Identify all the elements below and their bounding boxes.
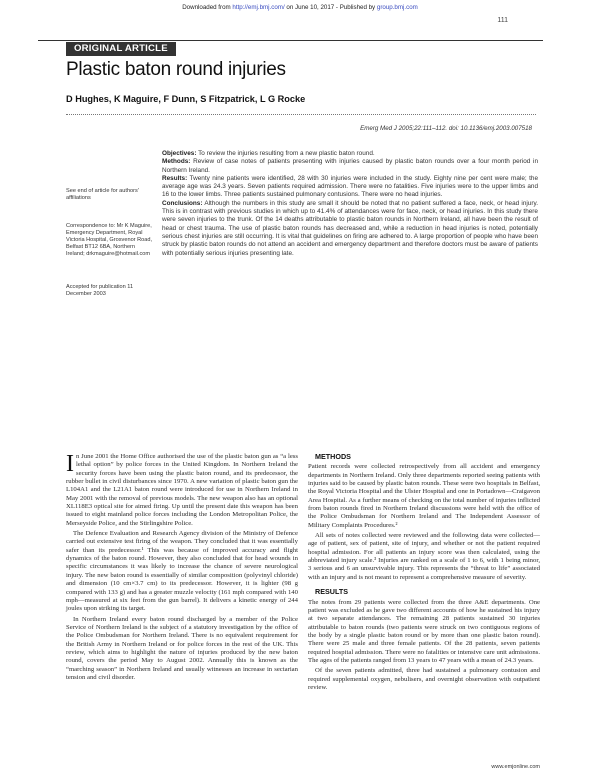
drop-cap: I (66, 451, 74, 477)
objectives-text: To review the injuries resulting from a new plastic baton round. (196, 150, 375, 157)
abstract-conclusions (162, 200, 538, 258)
intro-paragraph-2: The Defence Evaluation and Research Agency division of the Ministry of Defence carried out extensive test firing of the weapon. They concluded that it was essentially safer than its predecessor.¹ This was because of improved accuracy and flight dynamics of the baton round. However, they also concluded that for head wounds in specific circumstances it was likely to increase the chance of severe neurological injury. The new baton round is essentially of similar composition (polyvinyl chloride) and dimension (10 cm×3.7 cm) to its predecessor. However, it is lighter (98 g compared with 133 g) and has a greater muzzle velocity (161 mph compared with 140 mph—measured at six feet from the gun barrel). It delivers a kinetic energy of 244 joules upon striking its target. (66, 530, 298, 613)
affiliations-text: See end of article for authors' affiliations (66, 188, 139, 201)
abstract (162, 150, 538, 258)
right-column (308, 453, 540, 694)
results-text: Twenty nine patients were identified, 28 with 30 injuries were included in the study. Eighty nine per cent were male; the average age was 24.3 years. Seven patients required admission. There were no fatalities. Five injuries were to the upper limbs and 16 to the lower limbs. Three patients sustained pulmonary contusions. There were no head injuries. (162, 174, 538, 199)
group-bmj-link[interactable]: group.bmj.com (376, 4, 418, 11)
download-banner-middle: on June 10, 2017 - Published by (284, 4, 377, 11)
methods-paragraph-1: Patient records were collected retrospectively from all accident and emergency departments in Northern Ireland. Only three departments reported seeing patients with injuries said to be caused by plastic baton rounds. These were two hospitals in Belfast, the Royal Victoria Hospital and the Ulster Hospital and one in Portadown—Craigavon Area Hospital. As a further means of checking on the total number of injuries inflicted from baton rounds fired in Northern Ireland discussions were held with the office of the Police Ombudsman for Northern Ireland and The Independent Assessor of Military Complaints Procedures.² (308, 463, 540, 529)
download-banner (0, 4, 600, 11)
intro-paragraph-1 (66, 453, 298, 528)
affiliations-note (66, 188, 154, 202)
abstract-results (162, 175, 538, 200)
results-paragraph-2: Of the seven patients admitted, three had sustained a pulmonary contusion and required supplemental oxygen, nebulisers, and overnight observation with outpatient review. (308, 667, 540, 691)
correspondence-note (66, 223, 154, 258)
correspondence-text: Correspondence to: Mr K Maguire, Emergency Department, Royal Victoria Hospital, Grosvenor Road, Belfast BT12 6BA, Northern Ireland; drkmaguire@hotmail.com (66, 223, 153, 257)
footer-website[interactable]: www.emjonline.com (491, 764, 540, 770)
section-divider (38, 40, 543, 41)
abstract-methods (162, 158, 538, 175)
section-label: ORIGINAL ARTICLE (66, 42, 176, 56)
left-column (66, 453, 298, 684)
methods-text: Review of case notes of patients presenting with injuries caused by plastic baton rounds over a four month period in Northern Ireland. (162, 158, 538, 174)
intro-paragraph-3: In Northern Ireland every baton round discharged by a member of the Police Service of Northern Ireland is the subject of a statutory investigation by the office of the Police Ombudsman for Northern Ireland. There is no equivalent requirement for the British Army in Northern Ireland or for police forces in the rest of the UK. This review, which aims to highlight the nature of injuries produced by the new baton round, covers the period May to August 2002. Annually this is known as the “marching season” in Northern Ireland and usually witnesses an increase in sectarian tension and civil disorder. (66, 615, 298, 681)
methods-heading: METHODS (315, 452, 351, 461)
results-heading: RESULTS (315, 587, 349, 597)
accepted-note (66, 284, 154, 298)
emj-url-link[interactable]: http://emj.bmj.com/ (232, 4, 285, 11)
download-banner-prefix: Downloaded from (182, 4, 233, 11)
abstract-objectives (162, 150, 538, 158)
objectives-label: Objectives: (162, 150, 197, 157)
page-number: 111 (497, 17, 508, 24)
conclusions-label: Conclusions: (162, 199, 203, 207)
results-paragraph-1: The notes from 29 patients were collected from the three A&E departments. One patient was excluded as he gave two different accounts of how he sustained his injury at two separate attendances. The remaining 28 patients sustained 30 injuries attributable to baton rounds (two patients were struck on two contiguous regions of the body by a single plastic baton round or by more than one plastic baton round). There were 25 male and three female patients. Of the 28 patients, seven patients required hospital admission. There were no fatalities or intensive care unit admissions. The ages of the patients ranged from 13 years to 47 years with a mean of 24.3 years. (308, 598, 540, 664)
intro-paragraph-1-text: n June 2001 the Home Office authorised the use of the plastic baton gun as “a less lethal option” by police forces in the United Kingdom. In Northern Ireland the security forces have been using the plastic baton round, and its predecessor, the rubber bullet in civil disturbances since 1970. A new variation of plastic baton gun the L104A1 and the L21A1 baton round were introduced for use in Northern Ireland in May 2001 with the removal of previous models. The new weapon also has an optional XL118E3 optical site for aimed firing. Up until the present date this weapon has been issued to eight mainland police forces including the London Metropolitan Police, the Merseyside Police, and the Stirlingshire Police. (66, 453, 298, 527)
methods-label: Methods: (162, 158, 191, 166)
article-title: Plastic baton round injuries (66, 59, 286, 80)
citation-line: Emerg Med J 2005;22:111–112. doi: 10.1136/emj.2003.007518 (360, 125, 532, 132)
methods-paragraph-2: All sets of notes collected were reviewed and the following data were collected—age of patient, sex of patient, site of injury, and whether or not the patient required hospital admission. For all patients an injury score was then calculated, using the abbreviated injury scale.³ Injuries are ranked on a scale of 1 to 6, with 1 being minor, 3 serious and 6 an unsurvivable injury. This represents the “threat to life” associated with an injury and is not meant to represent a comprehensive measure of severity. (308, 532, 540, 581)
accepted-text: Accepted for publication 11 December 2003 (66, 284, 134, 297)
results-label: Results: (162, 174, 188, 182)
conclusions-text: Although the numbers in this study are small it should be noted that no patient suffered a face, neck, or head injury. This is in contrast with previous studies in which up to 41.4% of attendances were for face, neck, or head injuries. In this study there were seven injuries to the trunk. Of the 14 deaths attributable to plastic baton rounds in Northern Ireland, all have been the result of head or chest trauma. The use of plastic baton rounds has decreased and, while a reduction in head injuries is noted, potentially serious chest injuries are still occurring. It is vital that guidelines on firing are adhered to. A large proportion of people who have been struck by plastic baton rounds do not attend an accident and emergency department and therefore doctors must be aware of patients with potentially serious injuries presenting late. (162, 199, 538, 257)
author-list: D Hughes, K Maguire, F Dunn, S Fitzpatrick, L G Rocke (66, 94, 306, 104)
dotted-divider (66, 114, 536, 115)
